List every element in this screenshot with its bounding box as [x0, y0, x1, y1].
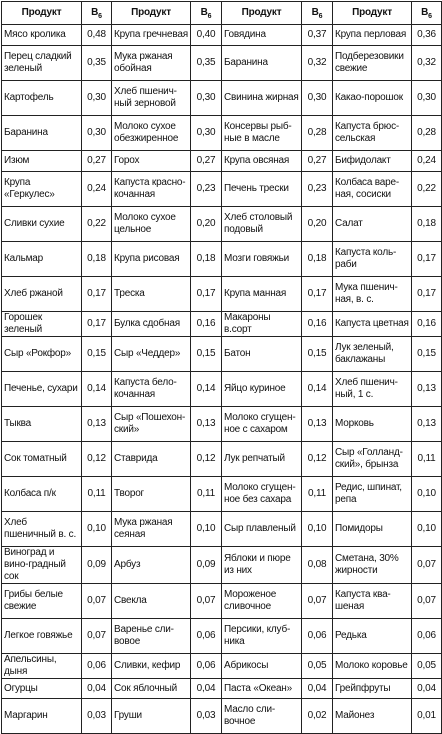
- product-name-cell: Масло сли-вочное: [222, 699, 302, 734]
- product-name-cell: Мозги говяжьи: [222, 242, 302, 277]
- product-name-cell: Консервы рыб-ные в масле: [222, 116, 302, 151]
- b6-value-cell: 0,07: [412, 584, 442, 619]
- product-name-cell: Молоко сухое цельное: [112, 207, 191, 242]
- product-name-cell: Помидоры: [333, 512, 412, 547]
- b6-value-cell: 0,01: [412, 699, 442, 734]
- b6-value-cell: 0,32: [412, 46, 442, 81]
- product-name-cell: Молоко коровье: [333, 654, 412, 679]
- b6-value-cell: 0,13: [412, 407, 442, 442]
- b6-value-cell: 0,20: [191, 207, 222, 242]
- product-name-cell: Баранина: [2, 116, 82, 151]
- product-name-cell: Морковь: [333, 407, 412, 442]
- product-name-cell: Макароны в.сорт: [222, 312, 302, 337]
- b6-value-cell: 0,18: [82, 242, 112, 277]
- header-product: Продукт: [333, 2, 412, 25]
- product-name-cell: Перец сладкий зеленый: [2, 46, 82, 81]
- b6-value-cell: 0,09: [82, 547, 112, 584]
- header-b6-subscript: 6: [98, 13, 102, 20]
- b6-value-cell: 0,24: [82, 172, 112, 207]
- b6-value-cell: 0,24: [412, 151, 442, 172]
- header-b6-letter: B: [311, 7, 319, 18]
- b6-value-cell: 0,10: [412, 477, 442, 512]
- b6-value-cell: 0,15: [191, 337, 222, 372]
- product-name-cell: Крупа перловая: [333, 25, 412, 46]
- product-name-cell: Сыр «Голланд-ский», брынза: [333, 442, 412, 477]
- product-name-cell: Персики, клуб-ника: [222, 619, 302, 654]
- product-name-cell: Абрикосы: [222, 654, 302, 679]
- product-name-cell: Капуста красно-кочанная: [112, 172, 191, 207]
- product-name-cell: Сливки сухие: [2, 207, 82, 242]
- product-name-cell: Мясо кролика: [2, 25, 82, 46]
- product-name-cell: Крупа гречневая: [112, 25, 191, 46]
- b6-value-cell: 0,16: [191, 312, 222, 337]
- b6-value-cell: 0,13: [82, 407, 112, 442]
- product-name-cell: Яблоки и пюре из них: [222, 547, 302, 584]
- product-name-cell: Хлеб столовый подовый: [222, 207, 302, 242]
- b6-value-cell: 0,22: [412, 172, 442, 207]
- b6-value-cell: 0,37: [302, 25, 333, 46]
- table-row: [2, 407, 442, 442]
- b6-value-cell: 0,36: [412, 25, 442, 46]
- b6-value-cell: 0,11: [82, 477, 112, 512]
- product-name-cell: Маргарин: [2, 699, 82, 734]
- product-name-cell: Молоко сгущен-ное без сахара: [222, 477, 302, 512]
- b6-value-cell: 0,30: [82, 116, 112, 151]
- product-name-cell: Капуста цветная: [333, 312, 412, 337]
- b6-value-cell: 0,08: [302, 547, 333, 584]
- table-row: [2, 547, 442, 584]
- b6-value-cell: 0,18: [191, 242, 222, 277]
- b6-value-cell: 0,15: [412, 337, 442, 372]
- product-name-cell: Колбаса варе-ная, сосиски: [333, 172, 412, 207]
- table-row: [2, 242, 442, 277]
- product-name-cell: Бифидолакт: [333, 151, 412, 172]
- product-name-cell: Горошек зеленый: [2, 312, 82, 337]
- table-row: [2, 337, 442, 372]
- product-name-cell: Виноград и вино-градный сок: [2, 547, 82, 584]
- b6-value-cell: 0,07: [191, 584, 222, 619]
- b6-value-cell: 0,22: [82, 207, 112, 242]
- product-name-cell: Крупа рисовая: [112, 242, 191, 277]
- b6-value-cell: 0,12: [302, 442, 333, 477]
- b6-value-cell: 0,06: [191, 619, 222, 654]
- header-product: Продукт: [2, 2, 82, 25]
- table-row: [2, 699, 442, 734]
- b6-value-cell: 0,11: [191, 477, 222, 512]
- b6-value-cell: 0,16: [412, 312, 442, 337]
- b6-value-cell: 0,04: [302, 679, 333, 699]
- b6-value-cell: 0,16: [302, 312, 333, 337]
- product-name-cell: Говядина: [222, 25, 302, 46]
- b6-value-cell: 0,05: [302, 654, 333, 679]
- b6-value-cell: 0,06: [191, 654, 222, 679]
- header-b6: [302, 2, 333, 25]
- product-name-cell: Лук репчатый: [222, 442, 302, 477]
- header-b6-subscript: 6: [428, 13, 432, 20]
- b6-value-cell: 0,10: [302, 512, 333, 547]
- product-name-cell: Подберезовики свежие: [333, 46, 412, 81]
- header-b6-subscript: 6: [318, 13, 323, 20]
- product-name-cell: Сыр «Чеддер»: [112, 337, 191, 372]
- product-name-cell: Печенье, сухари: [2, 372, 82, 407]
- table-row: [2, 477, 442, 512]
- b6-value-cell: 0,15: [302, 337, 333, 372]
- product-name-cell: Хлеб ржаной: [2, 277, 82, 312]
- product-name-cell: Капуста ква-шеная: [333, 584, 412, 619]
- product-name-cell: Мороженое сливочное: [222, 584, 302, 619]
- table-row: [2, 46, 442, 81]
- product-name-cell: Яйцо куриное: [222, 372, 302, 407]
- table-row: [2, 372, 442, 407]
- b6-value-cell: 0,32: [302, 46, 333, 81]
- table-row: [2, 312, 442, 337]
- table-row: [2, 679, 442, 699]
- b6-value-cell: 0,12: [191, 442, 222, 477]
- product-name-cell: Варенье сли-вовое: [112, 619, 191, 654]
- table-row: [2, 512, 442, 547]
- product-name-cell: Огурцы: [2, 679, 82, 699]
- product-name-cell: Крупа «Геркулес»: [2, 172, 82, 207]
- b6-value-cell: 0,30: [302, 81, 333, 116]
- b6-value-cell: 0,28: [302, 116, 333, 151]
- header-product: Продукт: [222, 2, 302, 25]
- b6-value-cell: 0,07: [412, 547, 442, 584]
- header-row: [2, 2, 442, 25]
- product-name-cell: Свинина жирная: [222, 81, 302, 116]
- product-name-cell: Тыква: [2, 407, 82, 442]
- product-name-cell: Картофель: [2, 81, 82, 116]
- product-name-cell: Капуста бело-кочанная: [112, 372, 191, 407]
- table-row: [2, 207, 442, 242]
- product-name-cell: Паста «Океан»: [222, 679, 302, 699]
- b6-value-cell: 0,11: [302, 477, 333, 512]
- b6-value-cell: 0,11: [412, 442, 442, 477]
- b6-value-cell: 0,35: [191, 46, 222, 81]
- b6-value-cell: 0,13: [412, 372, 442, 407]
- table-row: [2, 654, 442, 679]
- product-name-cell: Апельсины, дыня: [2, 654, 82, 679]
- b6-value-cell: 0,17: [412, 242, 442, 277]
- product-name-cell: Сметана, 30% жирности: [333, 547, 412, 584]
- product-name-cell: Капуста брюс-сельская: [333, 116, 412, 151]
- product-name-cell: Изюм: [2, 151, 82, 172]
- b6-value-cell: 0,05: [412, 654, 442, 679]
- product-name-cell: Легкое говяжье: [2, 619, 82, 654]
- product-name-cell: Треска: [112, 277, 191, 312]
- product-name-cell: Ставрида: [112, 442, 191, 477]
- b6-value-cell: 0,09: [191, 547, 222, 584]
- header-b6-letter: B: [421, 7, 429, 18]
- header-b6: [412, 2, 442, 25]
- b6-value-cell: 0,30: [412, 81, 442, 116]
- b6-value-cell: 0,18: [412, 207, 442, 242]
- product-name-cell: Крупа овсяная: [222, 151, 302, 172]
- product-name-cell: Мука пшенич-ная, в. с.: [333, 277, 412, 312]
- b6-value-cell: 0,17: [191, 277, 222, 312]
- b6-value-cell: 0,07: [302, 584, 333, 619]
- vitamin-b6-content-table: [1, 1, 442, 734]
- header-b6: [82, 2, 112, 25]
- product-name-cell: Сыр «Пошехон-ский»: [112, 407, 191, 442]
- b6-value-cell: 0,27: [302, 151, 333, 172]
- b6-value-cell: 0,17: [82, 277, 112, 312]
- b6-value-cell: 0,07: [82, 619, 112, 654]
- b6-value-cell: 0,10: [412, 512, 442, 547]
- product-name-cell: Булка сдобная: [112, 312, 191, 337]
- product-name-cell: Майонез: [333, 699, 412, 734]
- product-name-cell: Сливки, кефир: [112, 654, 191, 679]
- b6-value-cell: 0,48: [82, 25, 112, 46]
- product-name-cell: Редька: [333, 619, 412, 654]
- product-name-cell: Батон: [222, 337, 302, 372]
- product-name-cell: Хлеб пшенич-ный, 1 с.: [333, 372, 412, 407]
- product-name-cell: Горох: [112, 151, 191, 172]
- b6-value-cell: 0,03: [191, 699, 222, 734]
- b6-value-cell: 0,12: [82, 442, 112, 477]
- b6-value-cell: 0,30: [191, 81, 222, 116]
- product-name-cell: Колбаса п/к: [2, 477, 82, 512]
- product-name-cell: Крупа манная: [222, 277, 302, 312]
- product-name-cell: Грейпфруты: [333, 679, 412, 699]
- b6-value-cell: 0,35: [82, 46, 112, 81]
- product-name-cell: Свекла: [112, 584, 191, 619]
- table-body: [2, 25, 442, 734]
- product-name-cell: Баранина: [222, 46, 302, 81]
- table-row: [2, 584, 442, 619]
- product-name-cell: Лук зеленый, баклажаны: [333, 337, 412, 372]
- product-name-cell: Сок яблочный: [112, 679, 191, 699]
- b6-value-cell: 0,18: [302, 242, 333, 277]
- b6-value-cell: 0,06: [82, 654, 112, 679]
- product-name-cell: Творог: [112, 477, 191, 512]
- b6-value-cell: 0,13: [191, 407, 222, 442]
- b6-value-cell: 0,14: [82, 372, 112, 407]
- b6-value-cell: 0,04: [82, 679, 112, 699]
- header-b6-letter: B: [200, 7, 208, 18]
- b6-value-cell: 0,14: [302, 372, 333, 407]
- product-name-cell: Груши: [112, 699, 191, 734]
- b6-value-cell: 0,10: [82, 512, 112, 547]
- table-row: [2, 619, 442, 654]
- b6-value-cell: 0,06: [412, 619, 442, 654]
- b6-value-cell: 0,40: [191, 25, 222, 46]
- b6-value-cell: 0,27: [191, 151, 222, 172]
- b6-value-cell: 0,10: [191, 512, 222, 547]
- b6-value-cell: 0,13: [302, 407, 333, 442]
- b6-value-cell: 0,02: [302, 699, 333, 734]
- b6-value-cell: 0,03: [82, 699, 112, 734]
- product-name-cell: Мука ржаная сеяная: [112, 512, 191, 547]
- product-name-cell: Сок томатный: [2, 442, 82, 477]
- header-b6: [191, 2, 222, 25]
- b6-value-cell: 0,14: [191, 372, 222, 407]
- b6-value-cell: 0,07: [82, 584, 112, 619]
- b6-value-cell: 0,06: [302, 619, 333, 654]
- product-name-cell: Сыр плавленый: [222, 512, 302, 547]
- product-name-cell: Печень трески: [222, 172, 302, 207]
- table-row: [2, 151, 442, 172]
- product-name-cell: Сыр «Рокфор»: [2, 337, 82, 372]
- table-row: [2, 277, 442, 312]
- header-b6-letter: B: [91, 7, 99, 18]
- product-name-cell: Молоко сухое обезжиренное: [112, 116, 191, 151]
- table-row: [2, 442, 442, 477]
- product-name-cell: Грибы белые свежие: [2, 584, 82, 619]
- b6-value-cell: 0,30: [82, 81, 112, 116]
- product-name-cell: Кальмар: [2, 242, 82, 277]
- product-name-cell: Хлеб пшенич-ный зерновой: [112, 81, 191, 116]
- b6-value-cell: 0,17: [302, 277, 333, 312]
- product-name-cell: Хлеб пшеничный в. с.: [2, 512, 82, 547]
- product-name-cell: Молоко сгущен-ное с сахаром: [222, 407, 302, 442]
- b6-value-cell: 0,27: [82, 151, 112, 172]
- product-name-cell: Какао-порошок: [333, 81, 412, 116]
- product-name-cell: Мука ржаная обойная: [112, 46, 191, 81]
- b6-value-cell: 0,15: [82, 337, 112, 372]
- b6-value-cell: 0,17: [412, 277, 442, 312]
- product-name-cell: Арбуз: [112, 547, 191, 584]
- header-b6-subscript: 6: [207, 13, 212, 20]
- product-name-cell: Салат: [333, 207, 412, 242]
- table-row: [2, 116, 442, 151]
- b6-value-cell: 0,04: [191, 679, 222, 699]
- b6-value-cell: 0,23: [302, 172, 333, 207]
- product-name-cell: Капуста коль-раби: [333, 242, 412, 277]
- table-row: [2, 25, 442, 46]
- b6-value-cell: 0,04: [412, 679, 442, 699]
- header-product: Продукт: [112, 2, 191, 25]
- table-row: [2, 172, 442, 207]
- b6-value-cell: 0,30: [191, 116, 222, 151]
- table-row: [2, 81, 442, 116]
- b6-value-cell: 0,20: [302, 207, 333, 242]
- b6-value-cell: 0,23: [191, 172, 222, 207]
- b6-value-cell: 0,28: [412, 116, 442, 151]
- product-name-cell: Редис, шпинат, репа: [333, 477, 412, 512]
- b6-value-cell: 0,17: [82, 312, 112, 337]
- vitamin-b6-table-page: [1, 1, 441, 727]
